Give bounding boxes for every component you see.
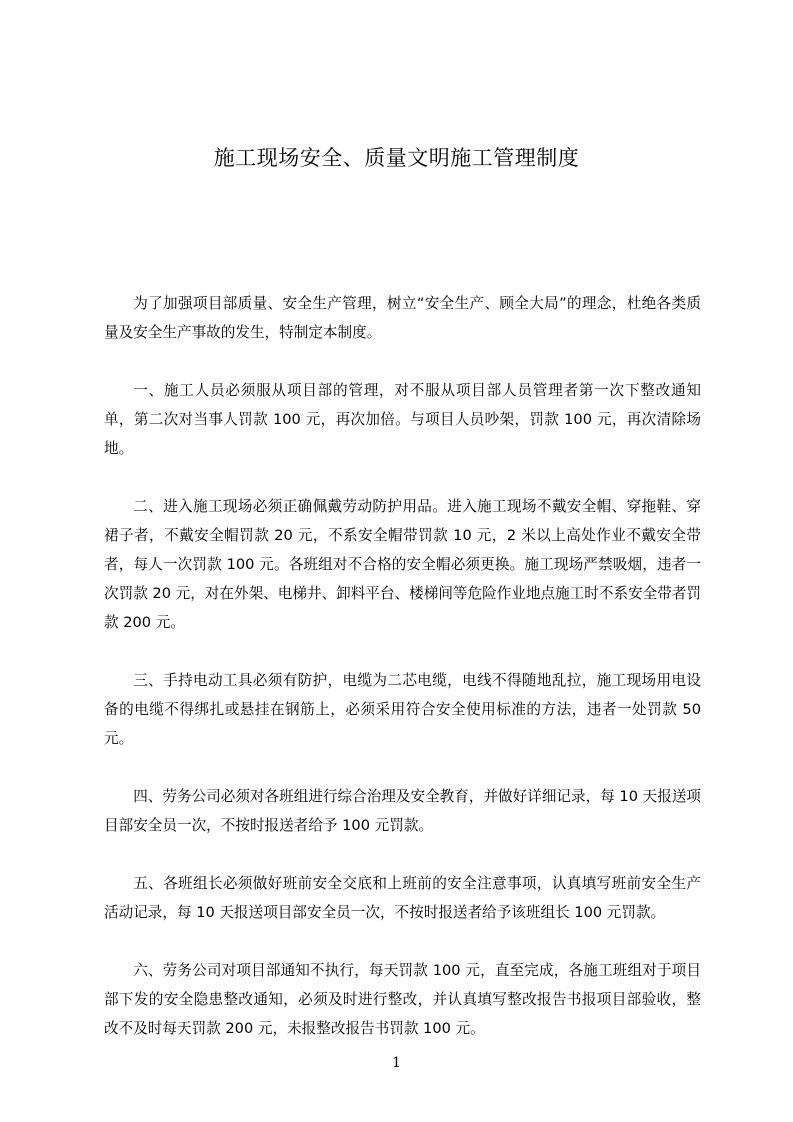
rule-2-paragraph: 二、进入施工现场必须正确佩戴劳动防护用品。进入施工现场不戴安全帽、穿拖鞋、穿裙子者，不戴安全帽罚款 20 元，不系安全帽带罚款 10 元，2 米以上高处作业不戴安全带者，每人一次罚款 100 元。各班组对不合格的安全帽必须更换。施工现场严禁吸烟，违者一次罚款 20 元，对在外架、电梯井、卸料平台、楼梯间等危险作业地点施工时不系安全带者罚款 200 元。 xyxy=(104,498,702,631)
document-body xyxy=(104,289,701,1043)
rule-5-paragraph: 五、各班组长必须做好班前安全交底和上班前的安全注意事项，认真填写班前安全生产活动记录，每 10 天报送项目部安全员一次，不按时报送者给予该班组长 100 元罚款。 xyxy=(104,875,701,921)
page-number: 1 xyxy=(392,1055,401,1071)
document-title: 施工现场安全、质量文明施工管理制度 xyxy=(213,146,580,170)
rule-4-paragraph: 四、劳务公司必须对各班组进行综合治理及安全教育，并做好详细记录，每 10 天报送项目部安全员一次，不按时报送者给予 100 元罚款。 xyxy=(104,788,702,834)
rule-3-paragraph: 三、手持电动工具必须有防护，电缆为二芯电缆，电线不得随地乱拉，施工现场用电设备的电缆不得绑扎或悬挂在钢筋上，必须采用符合安全使用标准的方法，违者一处罚款 50 元。 xyxy=(104,672,701,747)
rule-6-paragraph: 六、劳务公司对项目部通知不执行，每天罚款 100 元，直至完成，各施工班组对于项目部下发的安全隐患整改通知，必须及时进行整改，并认真填写整改报告书报项目部验收，整改不及时每天罚款 200 元，未报整改报告书罚款 100 元。 xyxy=(104,962,701,1037)
rule-1-paragraph: 一、施工人员必须服从项目部的管理，对不服从项目部人员管理者第一次下整改通知单，第二次对当事人罚款 100 元，再次加倍。与项目人员吵架，罚款 100 元，再次清除场地。 xyxy=(104,382,701,457)
intro-paragraph: 为了加强项目部质量、安全生产管理，树立“安全生产、顾全大局”的理念，杜绝各类质量及安全生产事故的发生，特制定本制度。 xyxy=(104,295,701,341)
